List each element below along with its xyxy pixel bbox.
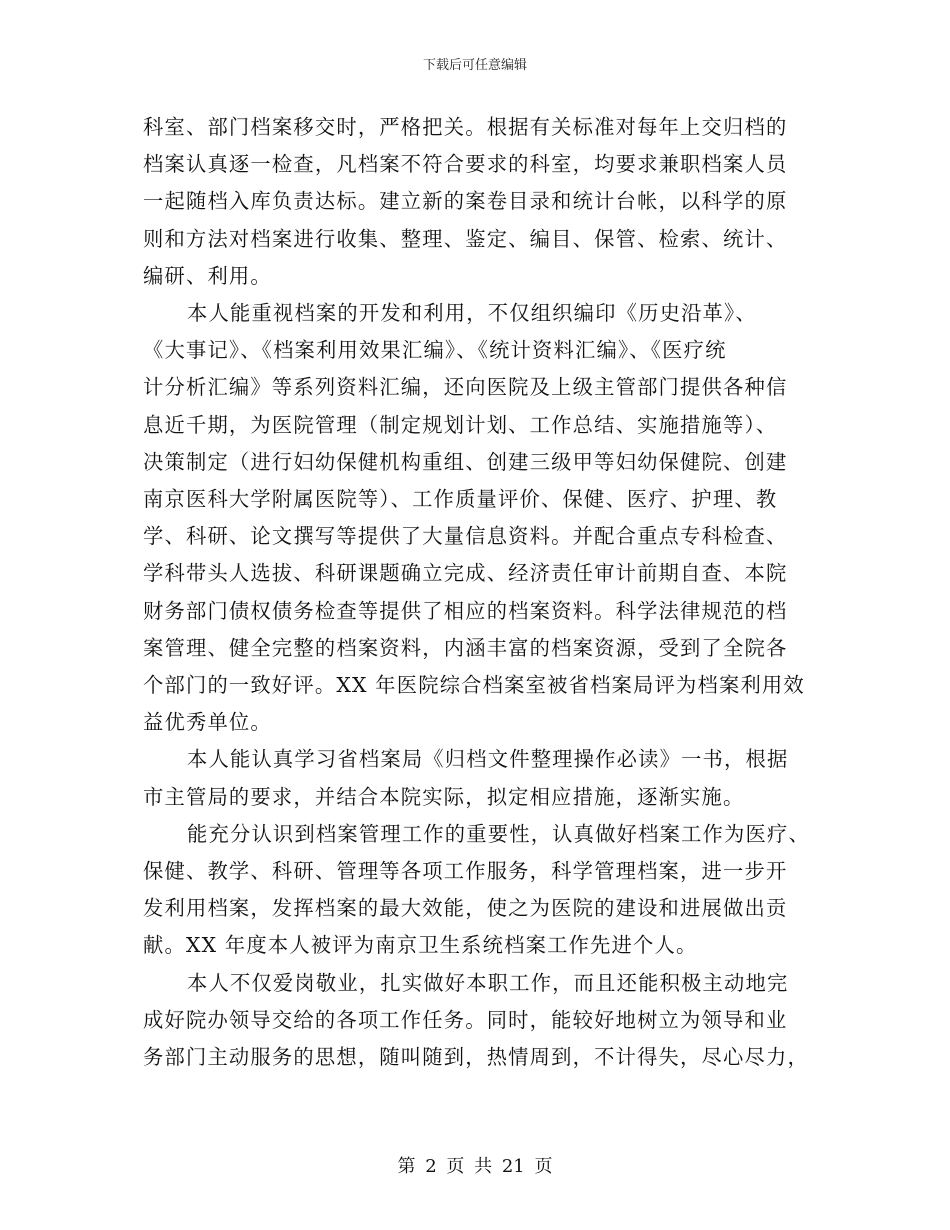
text-line: 成好院办领导交给的各项工作任务。同时，能较好地树立为领导和业	[143, 1007, 788, 1032]
text-line: 能充分认识到档案管理工作的重要性，认真做好档案工作为医疗、	[187, 821, 810, 846]
paragraph	[143, 741, 813, 815]
text-line: 决策制定（进行妇幼保健机构重组、创建三级甲等妇幼保健院、创建	[143, 449, 788, 474]
page-header: 下载后可任意编辑	[422, 58, 527, 73]
paragraph	[143, 965, 813, 1077]
text-line: 献。XX 年度本人被评为南京卫生系统档案工作先进个人。	[143, 933, 698, 958]
text-line: 个部门的一致好评。XX 年医院综合档案室被省档案局评为档案利用效	[143, 673, 805, 698]
text-line: 益优秀单位。	[143, 710, 272, 735]
page-footer: 第 2 页 共 21 页	[397, 1156, 553, 1177]
text-line: 《大事记》、《档案利用效果汇编》、《统计资料汇编》、《医疗统	[143, 338, 727, 363]
paragraph	[143, 109, 813, 295]
text-line: 发利用档案，发挥档案的最大效能，使之为医院的建设和进展做出贡	[143, 896, 788, 921]
text-line: 务部门主动服务的思想，随叫随到，热情周到，不计得失，尽心尽力，	[143, 1045, 809, 1070]
text-line: 南京医科大学附属医院等）、工作质量评价、保健、医疗、护理、教	[143, 487, 778, 512]
text-line: 编研、利用。	[143, 263, 272, 288]
text-line: 一起随档入库负责达标。建立新的案卷目录和统计台帐，以科学的原	[143, 189, 788, 214]
text-line: 档案认真逐一检查，凡档案不符合要求的科室，均要求兼职档案人员	[143, 152, 788, 177]
text-line: 本人能重视档案的开发和利用，不仅组织编印《历史沿革》、	[187, 301, 757, 326]
paragraph	[143, 816, 813, 965]
text-line: 计分析汇编》等系列资料汇编，还向医院及上级主管部门提供各种信	[143, 375, 788, 400]
text-line: 本人不仅爱岗敬业，扎实做好本职工作，而且还能积极主动地完	[187, 970, 789, 995]
text-line: 财务部门债权债务检查等提供了相应的档案资料。科学法律规范的档	[143, 598, 788, 623]
text-line: 息近千期，为医院管理（制定规划计划、工作总结、实施措施等）、	[143, 412, 778, 437]
paragraph	[143, 295, 813, 741]
text-line: 市主管局的要求，并结合本院实际，拟定相应措施，逐渐实施。	[143, 784, 745, 809]
text-line: 本人能认真学习省档案局《归档文件整理操作必读》一书，根据	[187, 747, 789, 772]
text-line: 案管理、健全完整的档案资料，内涵丰富的档案资源，受到了全院各	[143, 635, 788, 660]
text-line: 科室、部门档案移交时，严格把关。根据有关标准对每年上交归档的	[143, 115, 788, 139]
text-line: 保健、教学、科研、管理等各项工作服务，科学管理档案，进一步开	[143, 859, 788, 884]
text-line: 则和方法对档案进行收集、整理、鉴定、编目、保管、检索、统计、	[143, 226, 788, 251]
text-line: 学科带头人选拔、科研课题确立完成、经济责任审计前期自查、本院	[143, 561, 788, 586]
text-line: 学、科研、论文撰写等提供了大量信息资料。并配合重点专科检查、	[143, 524, 788, 549]
document-body	[143, 109, 813, 1076]
